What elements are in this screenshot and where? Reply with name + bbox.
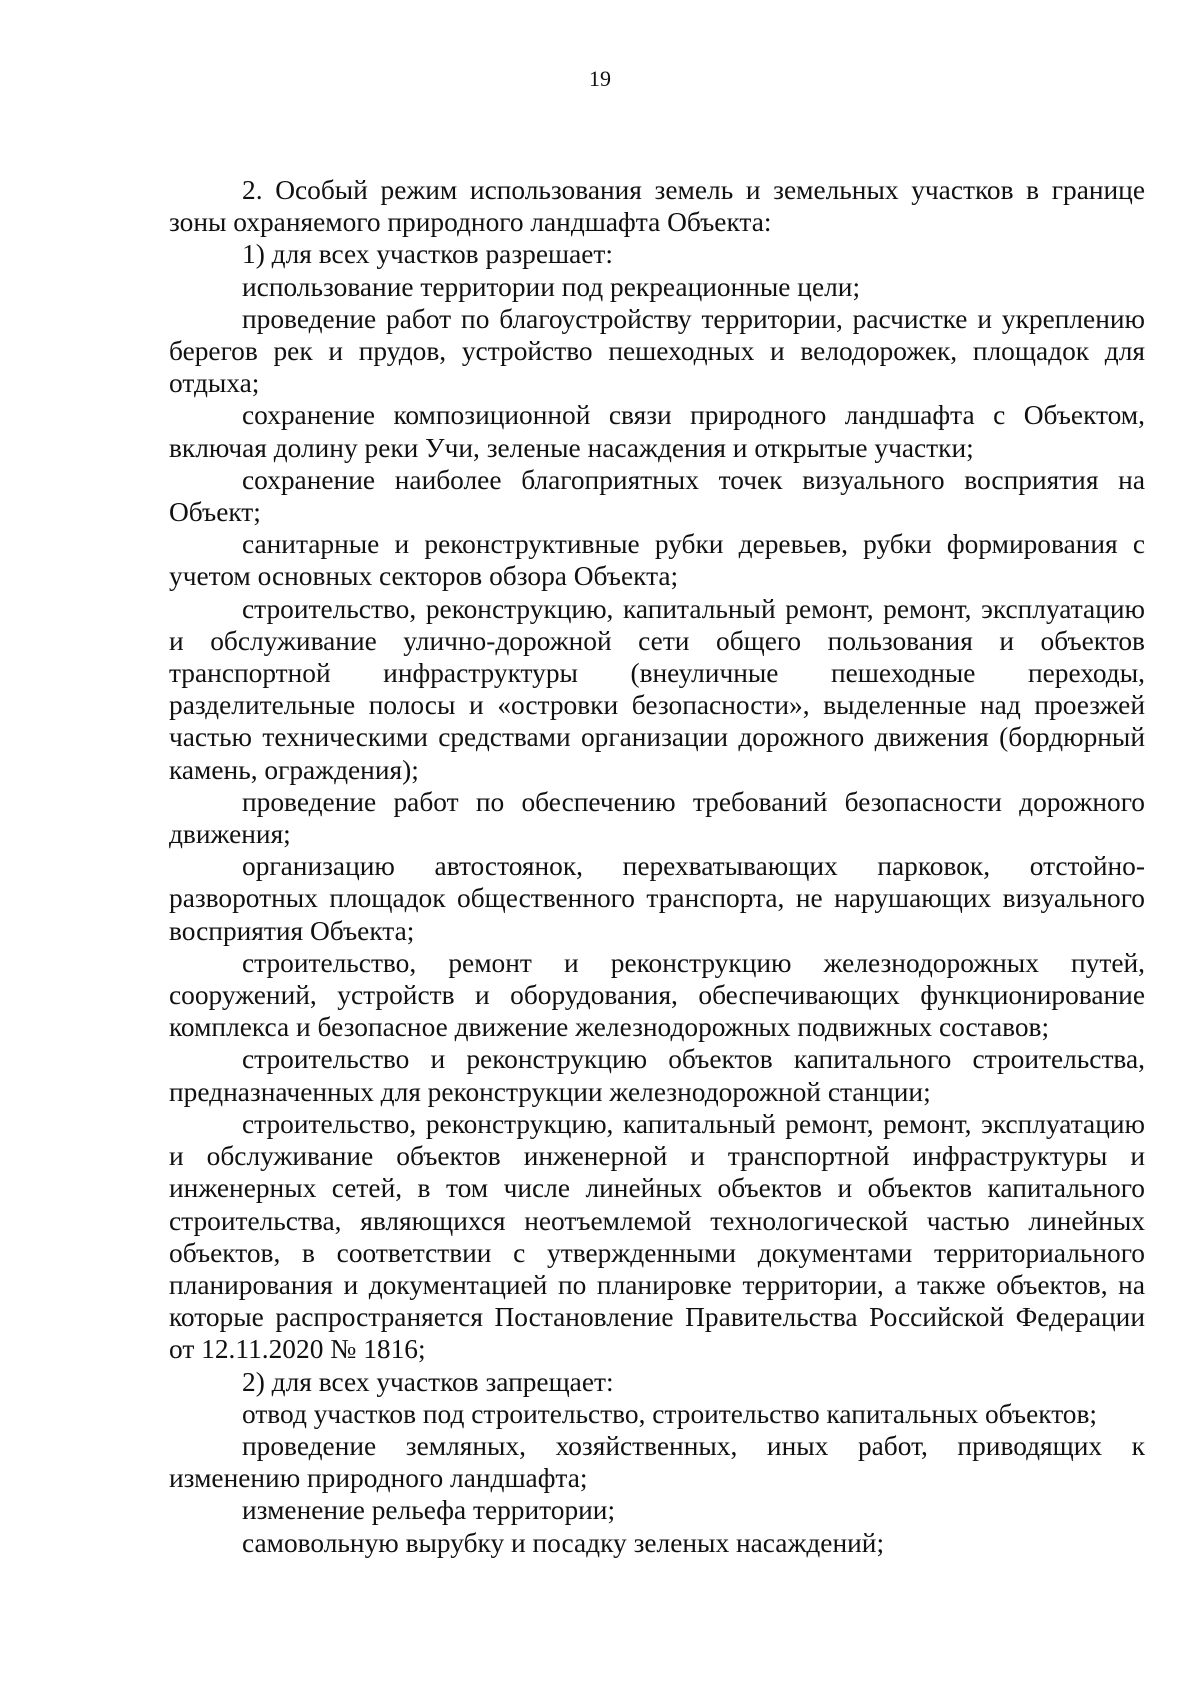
document-body <box>169 174 1145 1559</box>
paragraph-item: строительство, ремонт и реконструкцию железнодорожных путей, сооружений, устройств и оборудования, обеспечивающих функционирование комплекса и безопасное движение железнодорожных подвижных составов; <box>169 947 1145 1043</box>
paragraph-item: санитарные и реконструктивные рубки деревьев, рубки формирования с учетом основных секторов обзора Объекта; <box>169 529 1145 592</box>
paragraph-item: отвод участков под строительство, строительство капитальных объектов; <box>242 1398 1098 1429</box>
paragraph-item: изменение рельефа территории; <box>242 1495 616 1526</box>
paragraph-subsection-1-heading: 1) для всех участков разрешает: <box>242 239 613 270</box>
paragraph-section-2-intro: 2. Особый режим использования земель и земельных участков в границе зоны охраняемого природного ландшафта Объекта: <box>169 175 1145 238</box>
paragraph-subsection-2-heading: 2) для всех участков запрещает: <box>242 1366 614 1397</box>
paragraph-item: проведение работ по благоустройству территории, расчистке и укреплению берегов рек и прудов, устройство пешеходных и велодорожек, площадок для отдыха; <box>169 303 1145 399</box>
paragraph-item: сохранение наиболее благоприятных точек визуального восприятия на Объект; <box>169 464 1145 528</box>
paragraph-item: использование территории под рекреационные цели; <box>242 271 861 302</box>
page-number: 19 <box>589 66 611 91</box>
paragraph-item: самовольную вырубку и посадку зеленых насаждений; <box>242 1527 885 1558</box>
paragraph-item: проведение земляных, хозяйственных, иных работ, приводящих к изменению природного ландшафта; <box>169 1430 1145 1494</box>
paragraph-item: организацию автостоянок, перехватывающих парковок, отстойно-разворотных площадок общественного транспорта, не нарушающих визуального восприятия Объекта; <box>169 851 1145 946</box>
paragraph-item: проведение работ по обеспечению требований безопасности дорожного движения; <box>169 786 1145 850</box>
paragraph-item: строительство, реконструкцию, капитальный ремонт, ремонт, эксплуатацию и обслуживание объектов инженерной и транспортной инфраструктуры и инженерных сетей, в том числе линейных объектов и объектов капитального строительства, являющихся неотъемлемой технологической частью линейных объектов, в соответствии с утвержденными документами территориального планирования и документацией по планировке территории, а также объектов, на которые распространяется Постановление Правительства Российской Федерации от 12.11.2020 № 1816; <box>169 1108 1145 1365</box>
paragraph-item: строительство и реконструкцию объектов капитального строительства, предназначенных для реконструкции железнодорожной станции; <box>169 1044 1145 1107</box>
paragraph-item: строительство, реконструкцию, капитальный ремонт, ремонт, эксплуатацию и обслуживание улично-дорожной сети общего пользования и объектов транспортной инфраструктуры (внеуличные пешеходные переходы, разделительные полосы и «островки безопасности», выделенные над проезжей частью техническими средствами организации дорожного движения (бордюрный камень, ограждения); <box>169 593 1145 785</box>
paragraph-item: сохранение композиционной связи природного ландшафта с Объектом, включая долину реки Учи, зеленые насаждения и открытые участки; <box>169 400 1145 463</box>
